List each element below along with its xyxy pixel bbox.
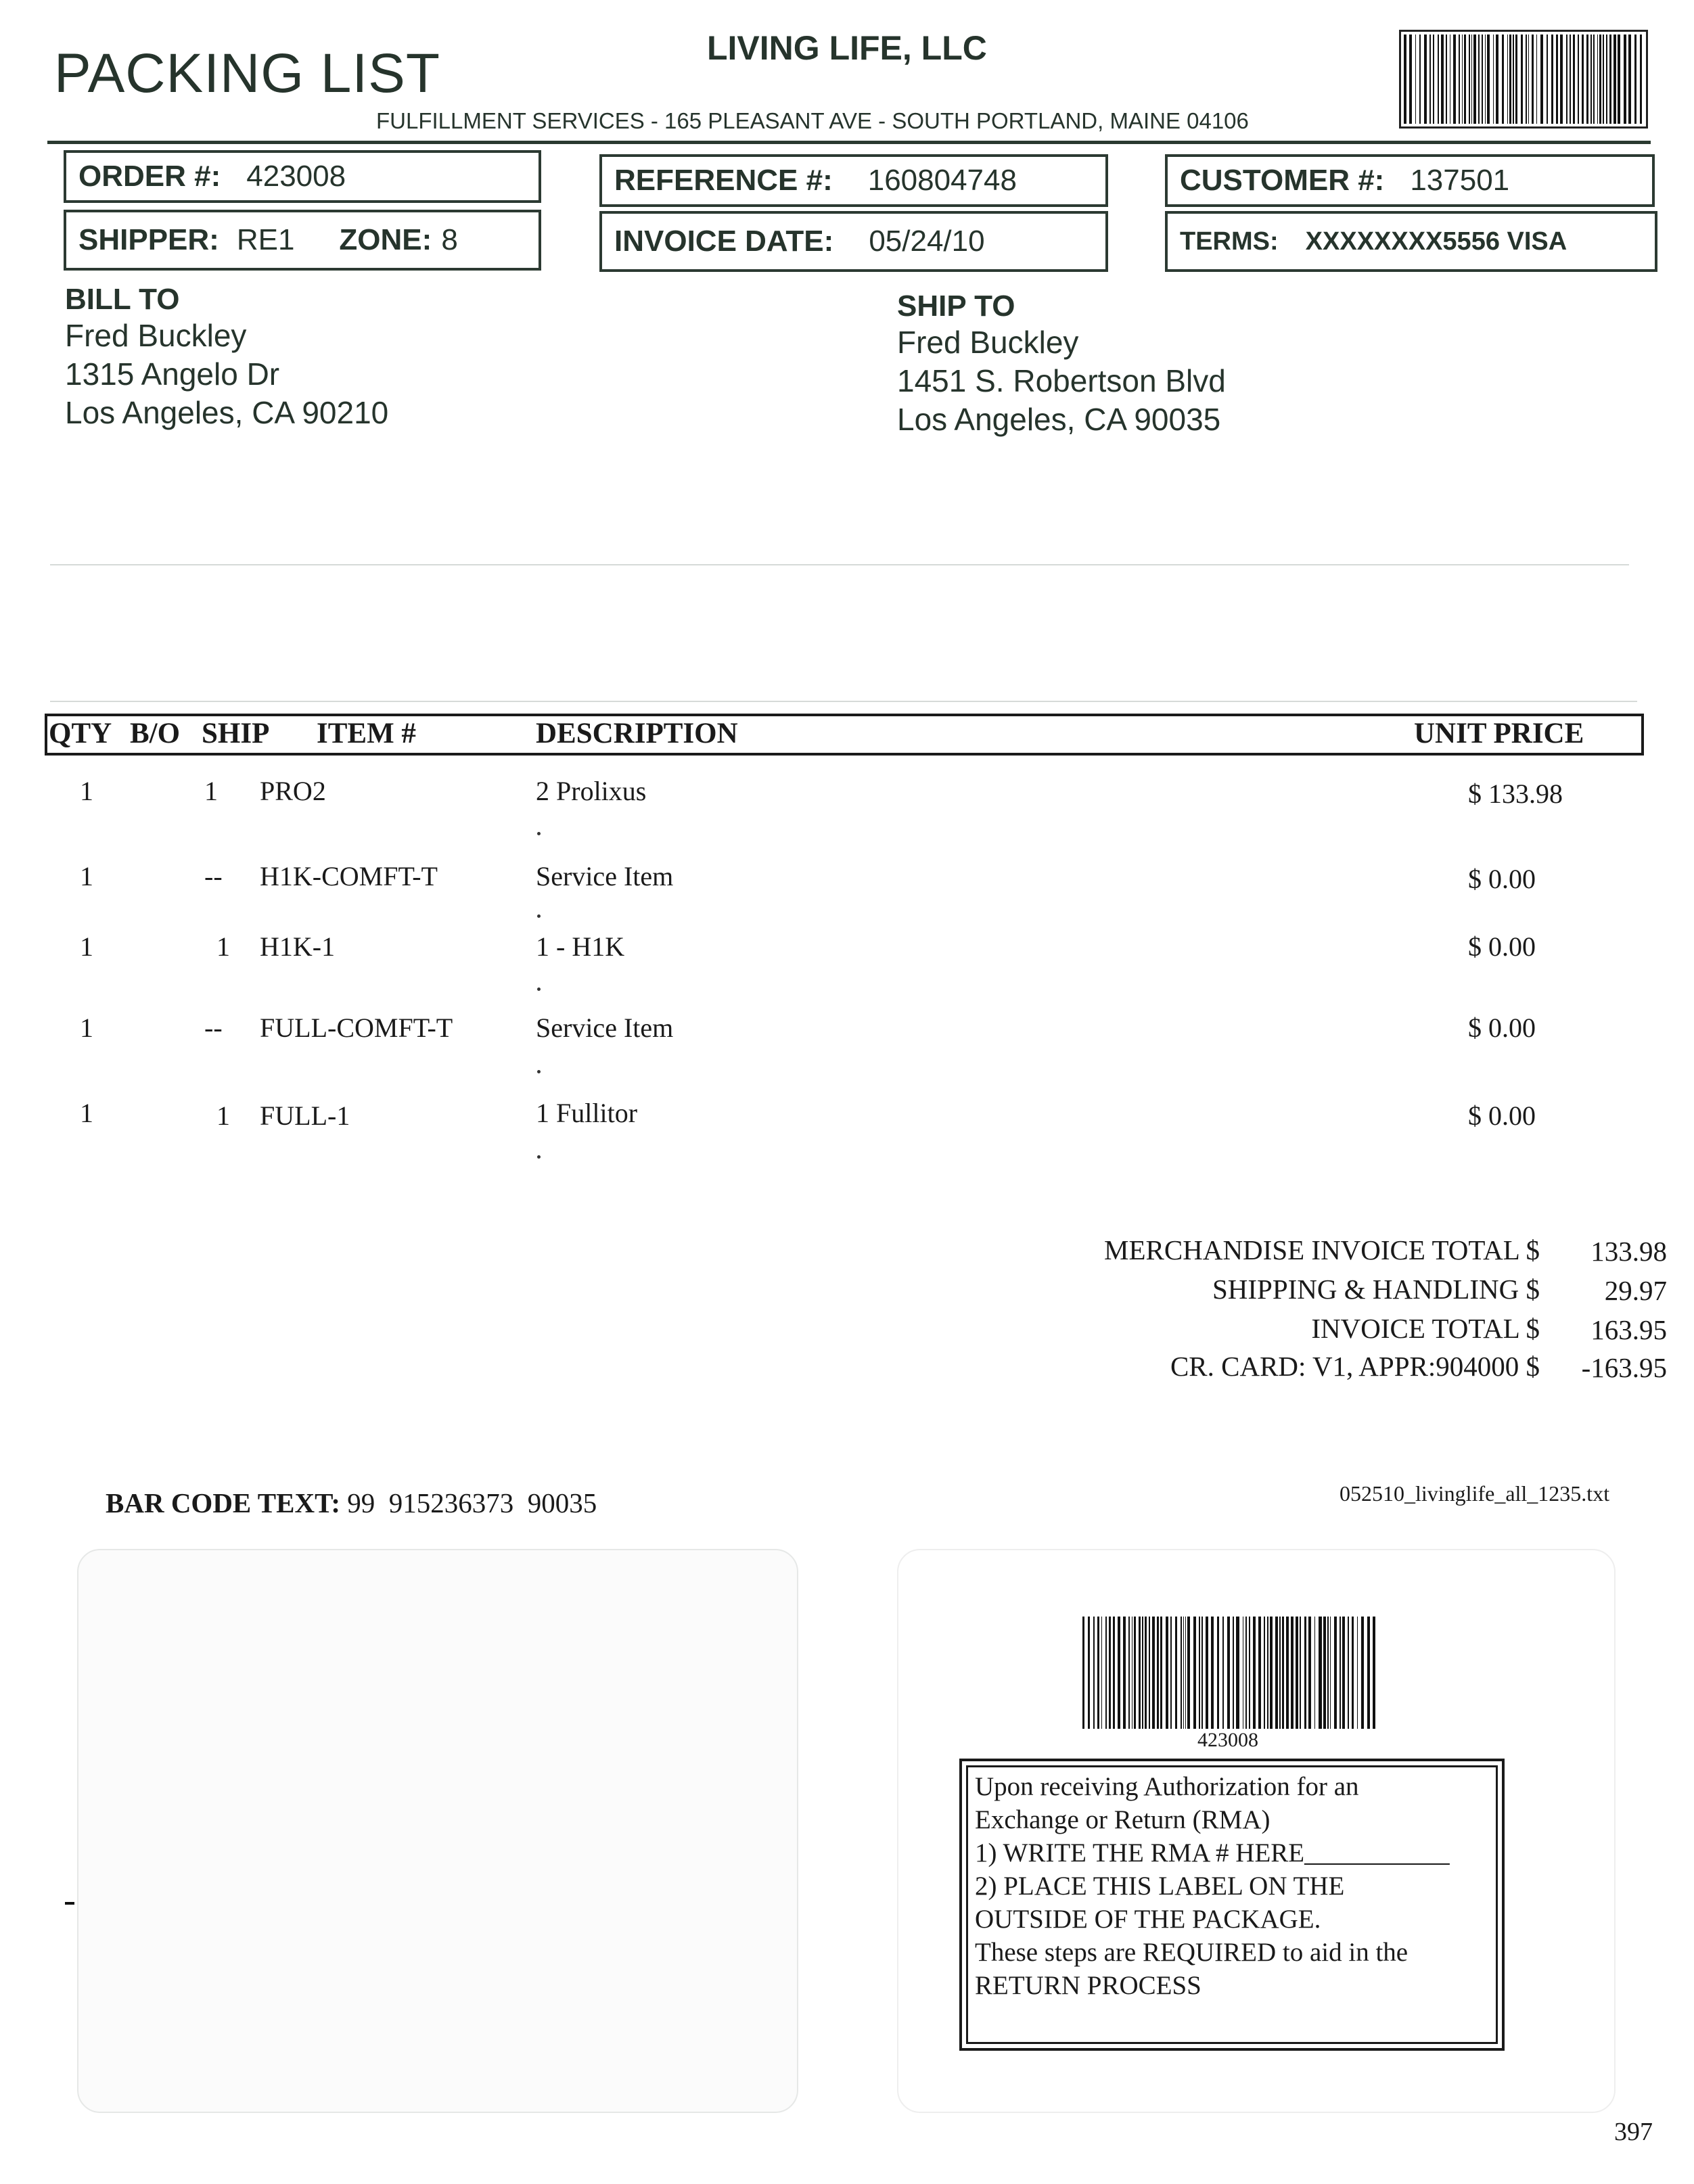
invoice-total-value: 163.95 [1590,1314,1667,1345]
row-qty: 1 [80,861,93,891]
reference-box [599,154,1108,207]
rma-line: Upon receiving Authorization for an [975,1772,1359,1801]
barcode-bar [1515,34,1517,124]
barcode-bar [1170,1617,1172,1729]
row-marker [537,1155,541,1159]
barcode-bar [1134,1617,1136,1729]
barcode-text-value: 99 915236373 90035 [347,1487,597,1518]
bill-to-block [65,283,388,432]
barcode-bar [1142,1617,1143,1729]
card-payment-value: -163.95 [1581,1352,1667,1383]
header-rule [47,141,1651,144]
col-item: ITEM # [317,718,416,749]
barcode-bar [1088,1617,1090,1729]
barcode-bar [1139,1617,1141,1729]
bill-to-street: 1315 Angelo Dr [65,356,280,392]
barcode-bar [1566,34,1567,124]
barcode-bar [1340,1617,1341,1729]
barcode-bar [1487,34,1490,124]
barcode-bar [1193,1617,1196,1729]
barcode-bar [1342,1617,1344,1729]
terms-box [1165,211,1657,272]
barcode-bar [1540,34,1543,124]
barcode-bar [1469,34,1470,124]
row-qty: 1 [80,1098,93,1128]
barcode-bar [1334,1617,1337,1729]
barcode-bar [1145,1617,1147,1729]
ship-to-heading: SHIP TO [897,289,1015,323]
barcode-bar [1441,34,1443,124]
barcode-bar [1551,34,1553,124]
row-ship: 1 [216,931,230,962]
divider [50,564,1629,565]
row-ship: 1 [204,776,218,806]
order-label: ORDER #: [78,160,221,193]
row-qty: 1 [80,931,93,962]
barcode-bar [1446,34,1447,124]
barcode-bar [1304,1617,1306,1729]
barcode-bar [1128,1617,1130,1729]
rma-line: Exchange or Return (RMA) [975,1805,1270,1834]
header-barcode [1399,30,1648,129]
barcode-bar [1599,34,1601,124]
rma-line: OUTSIDE OF THE PACKAGE. [975,1905,1321,1934]
row-item: H1K-1 [260,931,336,962]
row-ship: 1 [216,1100,230,1131]
barcode-bar [1314,1617,1315,1729]
barcode-bar [1175,1617,1177,1729]
row-price: $ 0.00 [1468,864,1536,894]
customer-value: 137501 [1410,164,1510,197]
rma-line: 1) WRITE THE RMA # HERE___________ [975,1838,1450,1867]
barcode-bar [1509,34,1511,124]
ship-to-block [897,289,1226,439]
barcode-bar [1570,34,1571,124]
barcode-bar [1113,1617,1115,1729]
barcode-bar [1628,34,1631,124]
blank-label-area [77,1549,798,2113]
barcode-bar [1291,1617,1294,1729]
barcode-text [106,1487,597,1519]
barcode-bar [1478,34,1480,124]
row-marker [537,914,541,918]
barcode-bar [1547,34,1548,124]
row-qty: 1 [80,776,93,806]
barcode-bar [1485,34,1486,124]
barcode-bar [1493,34,1494,124]
table-header [45,714,1644,756]
barcode-bar [1352,1617,1354,1729]
barcode-text-label: BAR CODE TEXT: [106,1487,341,1518]
row-item: FULL-COMFT-T [260,1013,453,1043]
ship-to-street: 1451 S. Robertson Blvd [897,363,1226,398]
barcode-bar [1082,1617,1084,1729]
barcode-bar [1482,34,1483,124]
barcode-bar [1236,1617,1239,1729]
barcode-bar [1513,34,1514,124]
barcode-bar [1152,1617,1154,1729]
barcode-bar [1279,1617,1281,1729]
margin-mark [65,1902,74,1905]
barcode-bar [1586,34,1588,124]
barcode-bar [1323,1617,1326,1729]
shipper-label: SHIPPER: [78,223,219,256]
barcode-bar [1459,34,1460,124]
barcode-bar [1253,1617,1256,1729]
barcode-bar [1590,34,1592,124]
row-price: $ 0.00 [1468,1013,1536,1043]
barcode-bar [1473,34,1475,124]
barcode-bar [1118,1617,1120,1729]
barcode-bar [1496,34,1498,124]
barcode-bar [1462,34,1463,124]
barcode-bar [1296,1617,1298,1729]
shipper-box [64,210,541,271]
bill-to-name: Fred Buckley [65,318,247,353]
barcode-bar [1217,1617,1219,1729]
barcode-bar [1373,1617,1375,1729]
rma-line: RETURN PROCESS [975,1971,1201,2000]
row-description: 1 - H1K [536,931,625,962]
ship-to-city: Los Angeles, CA 90035 [897,402,1221,437]
rma-line: These steps are REQUIRED to aid in the [975,1938,1409,1967]
divider [50,701,1637,702]
invoice-date-box [599,211,1108,272]
row-description: Service Item [536,861,674,891]
terms-value: XXXXXXXX5556 VISA [1305,227,1567,256]
row-item: H1K-COMFT-T [260,861,438,891]
barcode-bar [1507,34,1508,124]
barcode-bar [1123,1617,1126,1729]
barcode-bar [1593,34,1595,124]
row-description: 1 Fullitor [536,1098,638,1128]
barcode-bar [1597,34,1598,124]
barcode-bar [1330,1617,1331,1729]
barcode-bar [1185,1617,1186,1729]
barcode-bar [1528,34,1529,124]
terms-label: TERMS: [1180,227,1279,256]
barcode-bar [1327,1617,1329,1729]
barcode-bar [1206,1617,1208,1729]
barcode-bar [1361,1617,1364,1729]
barcode-bar [1613,34,1616,124]
barcode-bar [1560,34,1563,124]
barcode-bar [1211,1617,1214,1729]
barcode-bar [1157,1617,1159,1729]
barcode-bar [1300,1617,1302,1729]
merchandise-total-value: 133.98 [1590,1236,1667,1267]
barcode-bar [1618,34,1620,124]
barcode-bar [1532,34,1534,124]
barcode-bar [1556,34,1558,124]
barcode-bar [1438,34,1440,124]
barcode-bar [1634,34,1636,124]
row-ship: -- [204,1013,223,1043]
merchandise-total-label: MERCHANDISE INVOICE TOTAL $ [1104,1234,1540,1265]
return-label-number: 423008 [1197,1729,1258,1751]
barcode-bar [1245,1617,1247,1729]
barcode-bar [1105,1617,1106,1729]
col-bo: B/O [130,718,181,749]
row-marker [537,988,541,991]
row-marker [537,1070,541,1073]
barcode-bar [1249,1617,1250,1729]
barcode-bar [1536,34,1537,124]
ship-to-name: Fred Buckley [897,325,1079,360]
barcode-bar [1319,1617,1321,1729]
return-label-barcode [1082,1617,1377,1729]
order-number-box [64,150,541,203]
col-description: DESCRIPTION [536,718,738,749]
barcode-bar [1453,34,1456,124]
barcode-bar [1367,1617,1370,1729]
barcode-bar [1199,1617,1200,1729]
zone-label: ZONE: [339,223,432,256]
barcode-bar [1471,34,1472,124]
barcode-bar [1429,34,1430,124]
row-ship: -- [204,861,223,891]
barcode-bar [1233,1617,1234,1729]
row-description: Service Item [536,1013,674,1043]
barcode-bar [1357,1617,1358,1729]
barcode-bar [1160,1617,1162,1729]
barcode-bar [1227,1617,1230,1729]
barcode-bar [1606,34,1607,124]
barcode-bar [1282,1617,1284,1729]
barcode-bar [1640,34,1642,124]
shipping-label: SHIPPING & HANDLING $ [1212,1274,1540,1305]
row-marker [537,832,541,835]
row-price: $ 0.00 [1468,931,1536,962]
col-ship: SHIP [202,718,270,749]
company-name: LIVING LIFE, LLC [707,29,987,67]
customer-box [1165,154,1655,207]
barcode-bar [1573,34,1575,124]
barcode-bar [1521,34,1523,124]
barcode-bar [1275,1617,1278,1729]
reference-label: REFERENCE #: [614,164,833,197]
barcode-bar [1609,34,1611,124]
rma-instructions-box [959,1759,1505,2051]
rma-line: 2) PLACE THIS LABEL ON THE [975,1872,1345,1901]
barcode-bar [1264,1617,1265,1729]
barcode-bar [1258,1617,1261,1729]
barcode-bar [1582,34,1584,124]
row-item: PRO2 [260,776,326,806]
col-qty: QTY [49,718,112,749]
barcode-bar [1424,34,1427,124]
barcode-bar [1183,1617,1184,1729]
shipping-value: 29.97 [1604,1275,1667,1306]
barcode-bar [1433,34,1434,124]
row-description: 2 Prolixus [536,776,647,806]
invoice-date-value: 05/24/10 [869,225,985,258]
barcode-bar [1270,1617,1272,1729]
barcode-bar [1166,1617,1168,1729]
barcode-bar [1093,1617,1095,1729]
invoice-date-label: INVOICE DATE: [614,225,834,258]
barcode-bar [1308,1617,1311,1729]
barcode-bar [1419,34,1421,124]
shipper-value: RE1 [236,223,295,256]
barcode-bar [1286,1617,1289,1729]
barcode-bar [1222,1617,1224,1729]
barcode-bar [1404,34,1406,124]
row-qty: 1 [80,1013,93,1043]
company-address: FULFILLMENT SERVICES - 165 PLEASANT AVE - SOUTH PORTLAND, MAINE 04106 [376,108,1249,133]
row-price: $ 0.00 [1468,1100,1536,1131]
barcode-bar [1267,1617,1268,1729]
bill-to-city: Los Angeles, CA 90210 [65,395,389,430]
barcode-bar [1624,34,1626,124]
barcode-bar [1187,1617,1189,1729]
invoice-total-label: INVOICE TOTAL $ [1311,1313,1540,1344]
barcode-bar [1415,34,1416,124]
barcode-bar [1409,34,1412,124]
row-price: $ 133.98 [1468,779,1563,809]
barcode-bar [1201,1617,1204,1729]
barcode-bar [1464,34,1466,124]
reference-value: 160804748 [867,164,1017,197]
row-item: FULL-1 [260,1100,350,1131]
barcode-bar [1097,1617,1099,1729]
barcode-bar [1149,1617,1150,1729]
source-filename: 052510_livinglife_all_1235.txt [1340,1481,1610,1506]
col-unit-price: UNIT PRICE [1414,718,1584,749]
barcode-bar [1502,34,1504,124]
bill-to-heading: BILL TO [65,283,180,316]
order-value: 423008 [246,160,346,193]
zone-value: 8 [441,223,458,256]
card-payment-label: CR. CARD: V1, APPR:904000 $ [1170,1351,1540,1382]
customer-label: CUSTOMER #: [1180,164,1385,197]
barcode-bar [1578,34,1579,124]
page-title: PACKING LIST [54,43,440,104]
barcode-bar [1348,1617,1349,1729]
page-number: 397 [1614,2118,1653,2146]
barcode-bar [1109,1617,1111,1729]
barcode-bar [1101,1617,1102,1729]
